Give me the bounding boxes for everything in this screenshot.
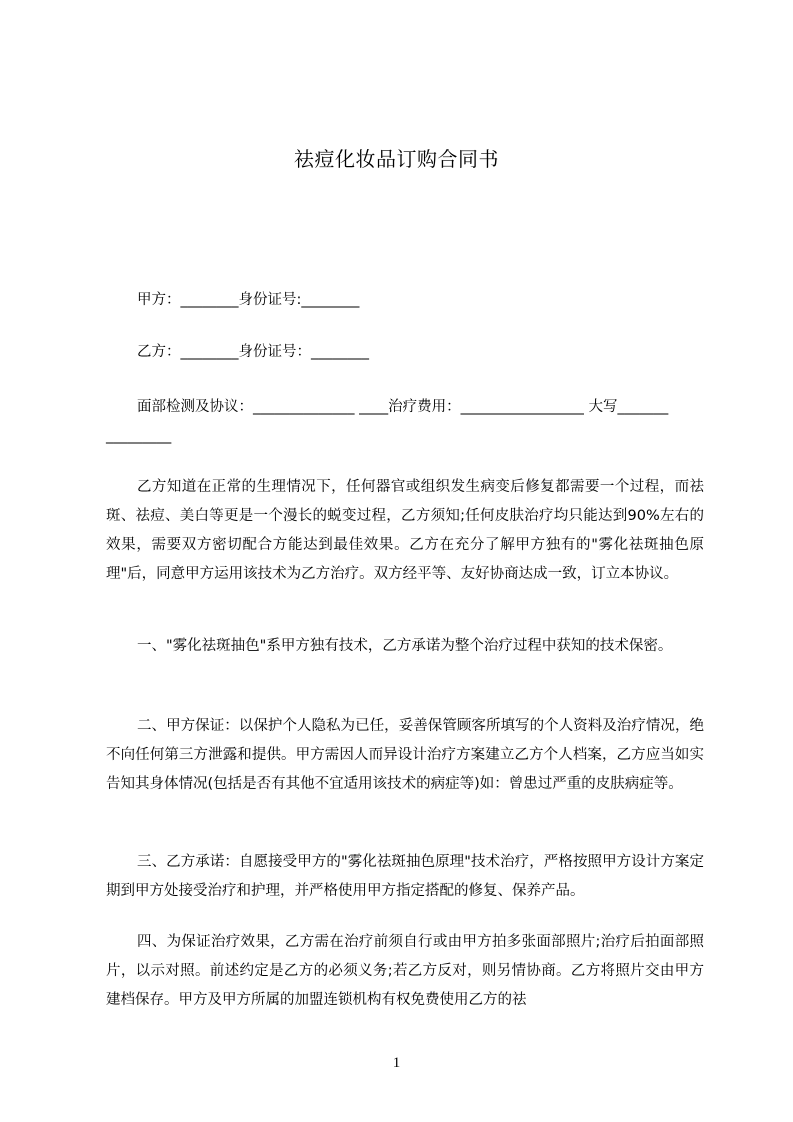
paragraph-text: 三、乙方承诺：自愿接受甲方的"雾化祛斑抽色原理"技术治疗，严格按照甲方设计方案定期到甲方处接受治疗和护理，并严格使用甲方指定搭配的修复、保养产品。 [106,854,704,899]
preamble-paragraph [106,473,704,589]
clause-1-paragraph [106,632,704,661]
clause-3-paragraph [106,848,704,906]
document-title: 祛痘化妆品订购合同书 [294,147,499,171]
page-number: 1 [392,1055,401,1071]
party-b-line: 乙方：________身份证号：________ [137,344,369,360]
detection-fee-line: 面部检测及协议：______________ ____治疗费用：_________________ 大写_______ [137,399,669,415]
paragraph-text: 二、甲方保证：以保护个人隐私为已任，妥善保管顾客所填写的个人资料及治疗情况，绝不向任何第三方泄露和提供。甲方需因人而异设计治疗方案建立乙方个人档案，乙方应当如实告知其身体情况(包括是否有其他不宜适用该技术的病症等)如：曾患过严重的皮肤病症等。 [106,718,704,792]
paragraph-text: 一、"雾化祛斑抽色"系甲方独有技术，乙方承诺为整个治疗过程中获知的技术保密。 [137,638,673,654]
clause-4-paragraph [106,928,704,1015]
detection-fee-line-continuation: _________ [106,428,172,444]
clause-2-paragraph [106,712,704,799]
paragraph-text: 四、为保证治疗效果，乙方需在治疗前须自行或由甲方拍多张面部照片;治疗后拍面部照片，以示对照。前述约定是乙方的必须义务;若乙方反对，则另情协商。乙方将照片交由甲方建档保存。甲方及甲方所属的加盟连锁机构有权免费使用乙方的祛 [106,934,704,1008]
paragraph-text: 乙方知道在正常的生理情况下，任何器官或组织发生病变后修复都需要一个过程，而祛斑、祛痘、美白等更是一个漫长的蜕变过程，乙方须知;任何皮肤治疗均只能达到90%左右的效果，需要双方密切配合方能达到最佳效果。乙方在充分了解甲方独有的"雾化祛斑抽色原理"后，同意甲方运用该技术为乙方治疗。双方经平等、友好协商达成一致，订立本协议。 [106,479,704,582]
party-a-line: 甲方：________身份证号:________ [137,292,360,308]
